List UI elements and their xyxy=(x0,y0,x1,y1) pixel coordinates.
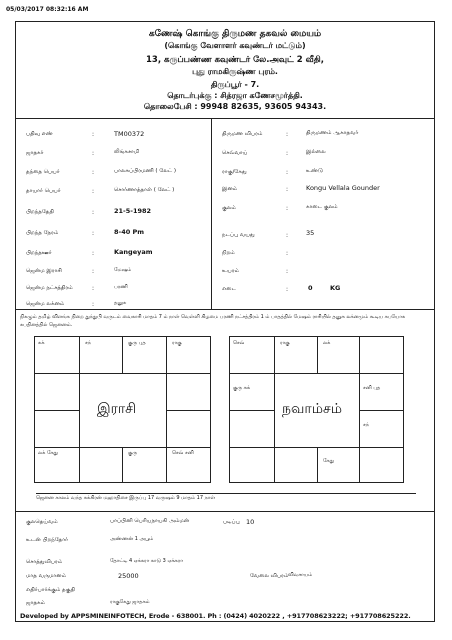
header-divider xyxy=(15,118,435,119)
birth-details-text: நிகழும் தமிழ் விளங்க நிறை துந்துபி வருடம் வைகாசி மாதம் 7 ம் நாள் வெள்ளி கிழமை பரணி நட்சத்திரம் 1 ம் பாதத்தில் மேஷம் ராசியில் தனுசு லக்னமும் கூடிய சுபயோக சுபதினத்தில் ஜெனனம். xyxy=(20,314,406,328)
kulam-label: குலம் xyxy=(222,205,236,211)
lagnam-label: ஜென்ம லக்னம் xyxy=(26,301,65,307)
details-divider xyxy=(15,309,435,310)
center-subtitle: (கொங்கு வேளாளர் கவுண்டர் மட்டும்) xyxy=(164,41,306,50)
weight-unit: KG xyxy=(330,284,341,292)
center-name: கணேஷ் கொங்கு திருமண தகவல் மையம் xyxy=(148,29,322,39)
reg-no-label: பதிவு எண் xyxy=(26,131,53,137)
rasi-house-12: சுக் xyxy=(38,340,45,346)
mother-value: சொர்ணாத்தாள் ( லேட் ) xyxy=(114,187,175,193)
navamsa-house-12: செவ் xyxy=(233,340,245,346)
navamsa-house-4: சனி புத xyxy=(363,385,381,391)
deity-value: பாப்பினி பெரியநாயகி அம்மன் xyxy=(110,518,190,524)
property-value: தோட்டி 4 ஏக்கரா காடு 3 ஏக்கரா xyxy=(110,558,183,564)
navamsa-house-2: லக் xyxy=(323,340,331,346)
income-label: மாத வருமானம் xyxy=(26,573,67,579)
pob-label: பிறந்தஊர் xyxy=(26,250,52,256)
rasi-chart xyxy=(34,336,211,483)
reg-no-value: TM00372 xyxy=(114,130,145,138)
dob-value: 21-5-1982 xyxy=(114,207,152,215)
contact-person: தொடர்புக்கு : சித்ரஜா கணேசமூர்த்தி. xyxy=(167,91,303,100)
bottom-divider xyxy=(15,511,435,512)
caste-label: இனம் xyxy=(222,186,238,192)
address-city: திருப்பூர் - 7. xyxy=(210,80,260,89)
phone-numbers: தொலைபேசி : 99948 82635, 93605 94343. xyxy=(143,102,327,111)
star-value: பரணி xyxy=(114,284,128,290)
rasi-house-1: சந் xyxy=(85,340,91,346)
rasi-title: இராசி xyxy=(97,401,137,417)
timestamp: 05/03/2017 08:32:16 AM xyxy=(6,6,89,13)
property-label: சொத்துவிபரம் xyxy=(26,559,63,565)
kulam-value: காடை குலம் xyxy=(306,204,338,210)
height-label: உயரம் xyxy=(222,268,239,274)
center-divider xyxy=(211,118,212,309)
marital-value: திருமணம் ஆகாதவர் xyxy=(306,130,359,136)
horoscope-value: ராகுகேது ஜாதகம் xyxy=(110,599,150,605)
complexion-label: நிறம் xyxy=(222,250,235,256)
father-label: தந்தை பெயர் xyxy=(26,169,60,175)
rasi-house-6: செவ் சனி xyxy=(172,450,194,456)
job-value: விவசாயம் xyxy=(288,572,313,578)
dob-label: பிறந்ததேதி xyxy=(26,209,54,215)
weight-value: 0 xyxy=(308,284,313,292)
mother-label: தாயார் பெயர் xyxy=(26,188,61,194)
sevvai-label: செவ்வாய் xyxy=(222,150,248,156)
caste-value: Kongu Vellala Gounder xyxy=(306,184,380,192)
navamsa-chart xyxy=(229,336,404,483)
dasa-balance: ஜெனன காலம் வந்த சுக்கிரன் மஹாதிசை இருப்பு 17 வருஷம் 9 மாதம் 17 நாள் xyxy=(36,493,416,501)
footer-credit: Developed by APPSMINEINFOTECH, Erode - 638001. Ph : (0424) 4020222 , +917708623222; +917708625222. xyxy=(20,612,411,620)
name-value: லிங்கசாமி xyxy=(114,149,140,155)
siblings-label: உடன் பிறந்தோர் xyxy=(26,537,68,543)
income-value: 25000 xyxy=(118,572,139,580)
marital-label: திருமண விபரம் xyxy=(222,131,263,137)
age-label: நடப்பு வயது xyxy=(222,232,255,238)
weight-label: எடை xyxy=(222,286,236,292)
rasi-house-7: குரு xyxy=(128,450,138,456)
rasi-house-9: லக் கேது xyxy=(38,450,59,456)
rasi-label: ஜென்ம இராசி xyxy=(26,268,62,274)
rasi-house-2: குரு புத xyxy=(128,340,146,346)
horoscope-label: ஜாதகம் xyxy=(26,600,45,606)
navamsa-house-5: சந் xyxy=(363,422,369,428)
tob-label: பிறந்த நேரம் xyxy=(26,230,59,236)
expectation-label: எதிர்பார்க்கும் தகுதி xyxy=(26,587,76,593)
navamsa-title: நவாம்சம் xyxy=(282,401,342,417)
raghu-kethu-label: ராகு/கேது xyxy=(222,169,247,175)
rasi-house-3: ராகு xyxy=(172,340,182,346)
navamsa-house-7: கேது xyxy=(323,458,335,464)
pob-value: Kangeyam xyxy=(114,248,153,256)
education-label: படிப்பு xyxy=(223,519,240,525)
address-line-2: புது ராமகிருஷ்ண புரம். xyxy=(192,67,278,76)
navamsa-house-1: ராகு xyxy=(280,340,290,346)
star-label: ஜென்ம நட்சத்திரம் xyxy=(26,285,73,291)
siblings-value: அண்ணன் 1 அபூம் xyxy=(110,536,154,542)
education-value: 10 xyxy=(246,518,255,526)
name-label: ஜாதகர் xyxy=(26,150,44,156)
navamsa-house-11: குரு சுக் xyxy=(233,385,251,391)
address-line-1: 13, கருப்பண்ண கவுண்டர் லே.அவுட் 2 வீதி, xyxy=(146,55,324,65)
job-label: வேலை விபரம் xyxy=(250,573,289,579)
tob-value: 8-40 Pm xyxy=(114,228,145,236)
age-value: 35 xyxy=(306,229,315,237)
raghu-kethu-value: உண்டு xyxy=(306,168,323,174)
father-value: பாலசுப்பிரமணி ( லேட் ) xyxy=(114,168,177,174)
rasi-value: மேஷம் xyxy=(114,267,132,273)
deity-label: குலதெய்வம் xyxy=(26,519,58,525)
lagnam-value: தனுசு xyxy=(114,300,127,306)
sevvai-value: இல்லை xyxy=(306,149,326,155)
